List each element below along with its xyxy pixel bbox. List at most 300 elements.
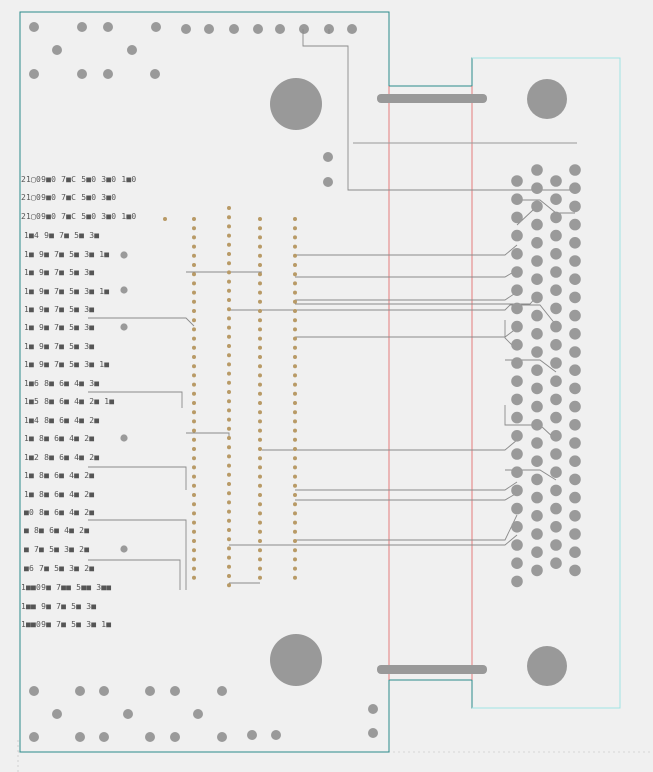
via <box>293 327 297 331</box>
via <box>192 291 196 295</box>
via <box>192 511 196 515</box>
via <box>293 300 297 304</box>
via <box>227 556 231 560</box>
via <box>227 583 231 587</box>
via <box>192 281 196 285</box>
connector-pad-array <box>511 164 581 587</box>
via <box>293 465 297 469</box>
via <box>192 484 196 488</box>
connector-pad <box>569 401 581 413</box>
pin-label-rows <box>21 175 136 629</box>
via <box>227 372 231 376</box>
connector-pad <box>531 364 543 376</box>
connector-pad <box>531 492 543 504</box>
via <box>258 235 262 239</box>
signal-trace <box>295 482 517 490</box>
via <box>227 243 231 247</box>
via <box>227 445 231 449</box>
connector-pad <box>511 303 523 315</box>
connector-pad <box>511 248 523 260</box>
connector-pad <box>511 412 523 424</box>
via <box>258 456 262 460</box>
via <box>258 557 262 561</box>
signal-trace <box>229 305 556 325</box>
connector-pad <box>531 255 543 267</box>
via <box>293 281 297 285</box>
signal-trace <box>88 467 186 490</box>
via <box>258 217 262 221</box>
via <box>227 482 231 486</box>
connector-pad <box>569 437 581 449</box>
via <box>293 254 297 258</box>
connector-pad <box>531 292 543 304</box>
via <box>258 355 262 359</box>
connector-pad <box>569 310 581 322</box>
via <box>258 373 262 377</box>
pin-label-row: 1■ 9■ 7■ 5■ 3■ 1■ <box>24 287 110 296</box>
connector-pad <box>569 546 581 558</box>
via <box>227 362 231 366</box>
via <box>293 557 297 561</box>
via <box>258 245 262 249</box>
via <box>293 383 297 387</box>
via <box>293 291 297 295</box>
connector-pad <box>511 230 523 242</box>
via <box>258 263 262 267</box>
via <box>192 373 196 377</box>
pin-label-row: 1■ 8■ 6■ 4■ 2■ <box>24 471 95 480</box>
connector-outline <box>472 58 620 708</box>
connector-pad <box>569 528 581 540</box>
connector-pad <box>511 430 523 442</box>
via <box>258 465 262 469</box>
via <box>293 235 297 239</box>
connector-pad <box>569 201 581 213</box>
connector-pad <box>569 182 581 194</box>
via <box>192 254 196 258</box>
via <box>258 410 262 414</box>
via <box>258 254 262 258</box>
connector-pad <box>569 273 581 285</box>
connector-pad <box>569 219 581 231</box>
pin-label-row: 21▢09■0 7■C 5■0 3■0 1■0 <box>21 212 137 221</box>
pin-label-row: ■ 7■ 5■ 3■ 2■ <box>24 545 90 554</box>
connector-pad <box>531 328 543 340</box>
via <box>258 475 262 479</box>
pin-label-row: ■ 8■ 6■ 4■ 2■ <box>24 526 90 535</box>
via <box>192 557 196 561</box>
connector-pad <box>569 419 581 431</box>
via <box>258 484 262 488</box>
connector-pad <box>511 466 523 478</box>
pin-label-row: 1■ 9■ 7■ 5■ 3■ 1■ <box>24 250 110 259</box>
connector-pad <box>569 328 581 340</box>
via <box>227 270 231 274</box>
via <box>192 300 196 304</box>
via <box>192 263 196 267</box>
label-pad <box>120 434 127 441</box>
via <box>227 537 231 541</box>
pin-label-row: 1■ 9■ 7■ 5■ 3■ <box>24 323 95 332</box>
connector-pad <box>531 565 543 577</box>
mounting-hole <box>527 79 567 119</box>
via <box>163 217 167 221</box>
via <box>293 355 297 359</box>
via <box>227 546 231 550</box>
via <box>192 475 196 479</box>
via <box>227 234 231 238</box>
pin-label-row: 1■ 8■ 6■ 4■ 2■ <box>24 434 95 443</box>
via <box>192 272 196 276</box>
connector-pad <box>531 510 543 522</box>
connector-pad <box>531 546 543 558</box>
connector-pad <box>550 339 562 351</box>
via <box>227 344 231 348</box>
connector-pad <box>531 346 543 358</box>
pin-label-row: 1■4 8■ 6■ 4■ 2■ <box>24 416 100 425</box>
via <box>258 327 262 331</box>
via <box>227 491 231 495</box>
via <box>192 502 196 506</box>
signal-trace <box>517 200 575 213</box>
bottom-pad-row <box>29 686 378 742</box>
via <box>293 245 297 249</box>
via <box>192 465 196 469</box>
via <box>192 327 196 331</box>
via <box>192 383 196 387</box>
via <box>192 318 196 322</box>
via <box>192 401 196 405</box>
via <box>258 346 262 350</box>
via <box>192 576 196 580</box>
via <box>293 401 297 405</box>
connector-pad <box>531 455 543 467</box>
via <box>293 309 297 313</box>
via <box>258 493 262 497</box>
via <box>293 318 297 322</box>
connector-pad <box>511 448 523 460</box>
pin-label-row: ■0 8■ 6■ 4■ 2■ <box>24 508 95 517</box>
via <box>258 419 262 423</box>
via <box>227 500 231 504</box>
via <box>258 447 262 451</box>
via <box>293 364 297 368</box>
connector-pad <box>531 182 543 194</box>
via <box>258 438 262 442</box>
connector-pad <box>550 466 562 478</box>
connector-pad <box>550 284 562 296</box>
via <box>258 530 262 534</box>
connector-pad <box>569 292 581 304</box>
pin-label-row: 1■2 8■ 6■ 4■ 2■ <box>24 453 100 462</box>
pin-label-row: 1■■09■ 7■ 5■ 3■ 1■ <box>21 620 112 629</box>
label-pad <box>120 286 127 293</box>
via <box>258 300 262 304</box>
via <box>258 511 262 515</box>
via <box>227 418 231 422</box>
connector-pad <box>511 193 523 205</box>
connector-pad <box>569 383 581 395</box>
connector-pad <box>511 539 523 551</box>
pin-label-row: 21▢09■0 7■C 5■0 3■0 1■0 <box>21 175 137 184</box>
via <box>192 410 196 414</box>
connector-pad <box>550 375 562 387</box>
via <box>227 298 231 302</box>
signal-trace <box>295 328 517 337</box>
via <box>192 567 196 571</box>
via <box>258 337 262 341</box>
connector-pad <box>550 503 562 515</box>
via <box>258 226 262 230</box>
via <box>192 217 196 221</box>
via <box>293 419 297 423</box>
signal-trace <box>295 292 517 300</box>
connector-pad <box>550 485 562 497</box>
via <box>192 429 196 433</box>
connector-pad <box>531 237 543 249</box>
via <box>227 215 231 219</box>
via <box>227 353 231 357</box>
connector-pad <box>531 164 543 176</box>
signal-trace <box>88 520 186 590</box>
pin-label-row: 21▢09■0 7■C 5■0 3■0 <box>21 193 117 202</box>
via <box>227 427 231 431</box>
pin-label-row: 1■ 9■ 7■ 5■ 3■ <box>24 305 95 314</box>
via <box>258 567 262 571</box>
via <box>293 511 297 515</box>
connector-pad <box>511 284 523 296</box>
pin-label-row: 1■■09■ 7■■ 5■■ 3■■ <box>21 583 112 592</box>
connector-pad <box>531 273 543 285</box>
connector-pad <box>531 219 543 231</box>
pin-label-row: 1■ 8■ 6■ 4■ 2■ <box>24 490 95 499</box>
via <box>192 438 196 442</box>
via <box>293 493 297 497</box>
pin-label-row: 1■ 9■ 7■ 5■ 3■ <box>24 268 95 277</box>
via <box>227 289 231 293</box>
connector-pad <box>511 375 523 387</box>
connector-pad <box>569 455 581 467</box>
connector-pad <box>569 492 581 504</box>
connector-pad <box>550 266 562 278</box>
mounting-hole <box>270 634 322 686</box>
connector-pad <box>550 521 562 533</box>
connector-pad <box>511 576 523 588</box>
connector-pad <box>511 394 523 406</box>
stiffener-bar-bottom <box>377 665 487 674</box>
connector-pad <box>511 521 523 533</box>
connector-pad <box>569 364 581 376</box>
via <box>258 539 262 543</box>
via <box>293 567 297 571</box>
connector-pad <box>550 394 562 406</box>
via <box>227 224 231 228</box>
via <box>293 502 297 506</box>
connector-pad <box>569 255 581 267</box>
pin-label-row: 1■■ 9■ 7■ 5■ 3■ <box>21 602 97 611</box>
pin-label-row: 1■6 8■ 6■ 4■ 3■ <box>24 379 100 388</box>
via <box>293 429 297 433</box>
via <box>258 521 262 525</box>
mounting-hole <box>270 78 322 130</box>
connector-pad <box>511 485 523 497</box>
stiffener-bar-top <box>377 94 487 103</box>
connector-pad <box>550 412 562 424</box>
connector-pad <box>550 212 562 224</box>
via <box>192 346 196 350</box>
via <box>192 419 196 423</box>
via <box>227 252 231 256</box>
via <box>227 408 231 412</box>
label-pad <box>120 251 127 258</box>
via <box>227 565 231 569</box>
signal-trace <box>295 270 517 277</box>
via <box>227 326 231 330</box>
via <box>293 530 297 534</box>
connector-pad <box>531 474 543 486</box>
board-outline <box>20 12 620 752</box>
via <box>192 309 196 313</box>
via <box>227 399 231 403</box>
via <box>227 510 231 514</box>
label-pad <box>120 545 127 552</box>
connector-pad <box>531 528 543 540</box>
via <box>258 309 262 313</box>
connector-pad <box>550 430 562 442</box>
via <box>293 576 297 580</box>
pin-label-row: 1■ 9■ 7■ 5■ 3■ 1■ <box>24 360 110 369</box>
connector-pad <box>569 237 581 249</box>
via <box>192 245 196 249</box>
via <box>192 548 196 552</box>
via <box>258 291 262 295</box>
connector-pad <box>511 175 523 187</box>
label-pad <box>120 323 127 330</box>
connector-pad <box>531 419 543 431</box>
connector-pad <box>550 193 562 205</box>
via <box>227 454 231 458</box>
pin-label-row: ■6 7■ 5■ 3■ 2■ <box>24 564 95 573</box>
via <box>227 316 231 320</box>
connector-pad <box>511 212 523 224</box>
via <box>192 447 196 451</box>
via <box>192 493 196 497</box>
connector-pad <box>550 175 562 187</box>
via <box>227 280 231 284</box>
via <box>227 473 231 477</box>
via <box>258 502 262 506</box>
via <box>227 335 231 339</box>
signal-trace <box>295 515 517 540</box>
via <box>293 337 297 341</box>
via <box>258 392 262 396</box>
connector-pad <box>550 539 562 551</box>
via <box>227 206 231 210</box>
signal-trace <box>295 245 517 255</box>
mounting-hole <box>527 646 567 686</box>
via <box>258 548 262 552</box>
signal-traces <box>88 29 575 590</box>
via <box>293 484 297 488</box>
connector-pad <box>531 310 543 322</box>
via <box>192 539 196 543</box>
via <box>192 226 196 230</box>
connector-pad <box>569 164 581 176</box>
connector-pad <box>550 248 562 260</box>
connector-pad <box>511 339 523 351</box>
via <box>293 263 297 267</box>
connector-pad <box>511 357 523 369</box>
pin-label-row: 1■4 9■ 7■ 5■ 3■ <box>24 231 100 240</box>
via <box>293 438 297 442</box>
connector-pad <box>569 565 581 577</box>
via <box>227 574 231 578</box>
via <box>293 346 297 350</box>
via <box>293 226 297 230</box>
via-array <box>163 206 297 587</box>
connector-pad <box>531 401 543 413</box>
connector-pad <box>569 346 581 358</box>
connector-pad <box>550 303 562 315</box>
via <box>293 272 297 276</box>
connector-pad <box>550 448 562 460</box>
via <box>293 410 297 414</box>
via <box>192 337 196 341</box>
via <box>192 456 196 460</box>
connector-pad <box>511 503 523 515</box>
via <box>192 364 196 368</box>
via <box>293 447 297 451</box>
via <box>192 235 196 239</box>
via <box>227 436 231 440</box>
connector-pad <box>531 383 543 395</box>
via <box>227 390 231 394</box>
via <box>293 456 297 460</box>
via <box>293 521 297 525</box>
signal-trace <box>262 440 517 450</box>
signal-trace <box>88 318 194 326</box>
via <box>227 528 231 532</box>
via <box>258 383 262 387</box>
via <box>293 548 297 552</box>
via <box>258 429 262 433</box>
connector-pad <box>550 557 562 569</box>
connector-pad <box>550 357 562 369</box>
connector-pad <box>569 510 581 522</box>
connector-pad <box>569 474 581 486</box>
via <box>293 539 297 543</box>
connector-pad <box>531 437 543 449</box>
via <box>258 576 262 580</box>
connector-pad <box>511 557 523 569</box>
via <box>227 261 231 265</box>
via <box>258 401 262 405</box>
via <box>293 373 297 377</box>
via <box>258 272 262 276</box>
connector-pad <box>511 266 523 278</box>
connector-pad <box>531 201 543 213</box>
pin-label-row: 1■ 9■ 7■ 5■ 3■ <box>24 342 95 351</box>
connector-pad <box>550 321 562 333</box>
via <box>293 475 297 479</box>
via <box>258 281 262 285</box>
via <box>293 217 297 221</box>
via <box>192 355 196 359</box>
connector-pad <box>550 230 562 242</box>
pin-label-row: 1■5 8■ 6■ 4■ 2■ 1■ <box>24 397 115 406</box>
connector-pad <box>511 321 523 333</box>
via <box>192 392 196 396</box>
